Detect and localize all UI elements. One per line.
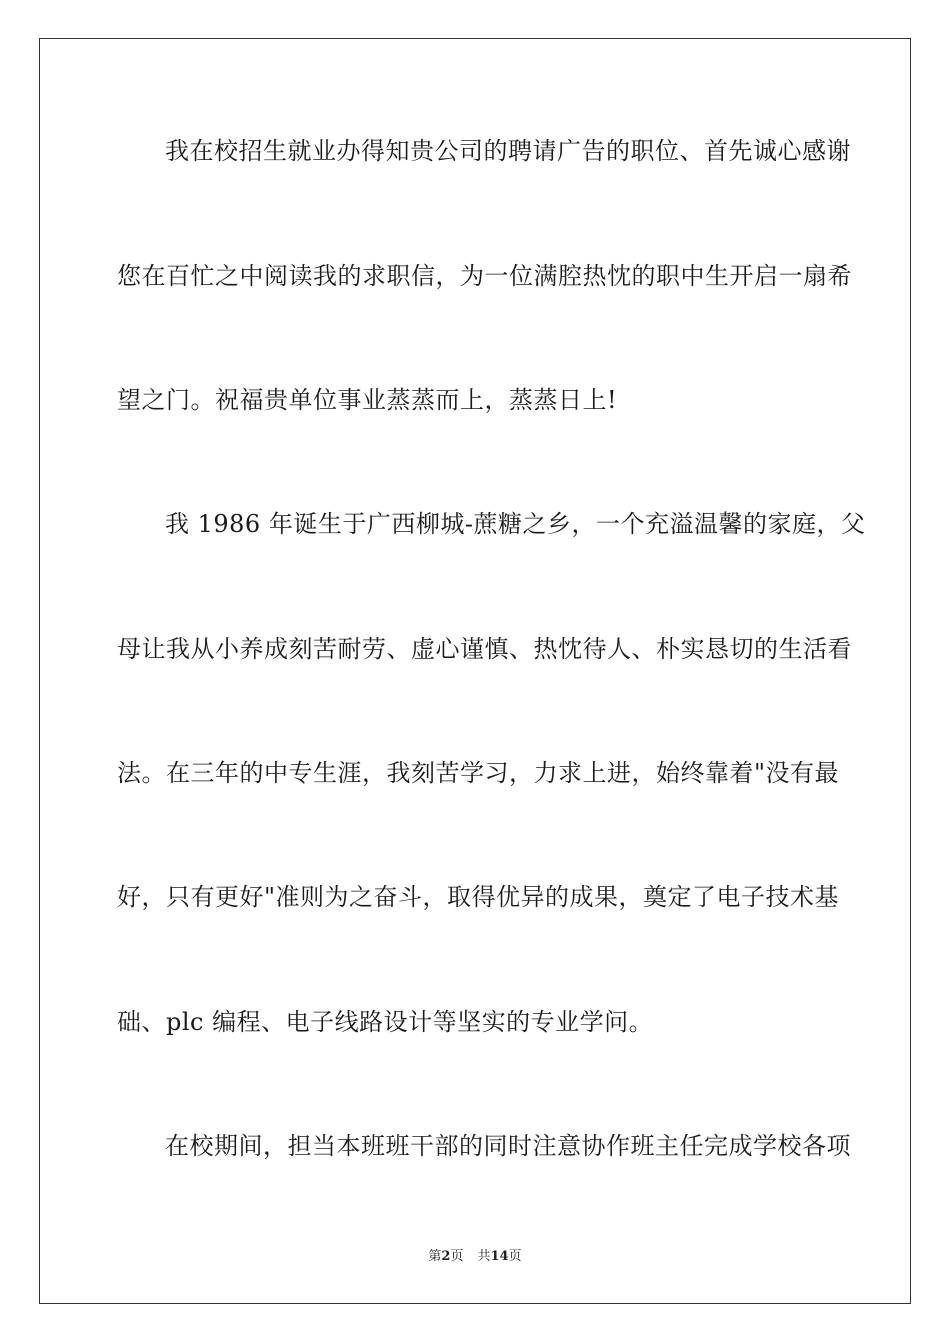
paragraph-3-line-1: 在校期间，担当本班班干部的同时注意协作班主任完成学校各项 xyxy=(165,1132,851,1160)
paragraph-1-line-2: 您在百忙之中阅读我的求职信，为一位满腔热忱的职中生开启一扇希 xyxy=(117,262,852,290)
paragraph-1-line-3: 望之门。祝福贵单位事业蒸蒸而上，蒸蒸日上! xyxy=(117,386,618,414)
page-border xyxy=(39,38,911,1304)
page-current: 2 xyxy=(441,1249,451,1264)
total-unit: 页 xyxy=(508,1249,522,1264)
paragraph-2-line-2: 母让我从小养成刻苦耐劳、虚心谨慎、热忱待人、朴实恳切的生活看 xyxy=(117,635,852,663)
page-total: 14 xyxy=(490,1249,509,1264)
paragraph-2-line-1: 我 1986 年诞生于广西柳城-蔗糖之乡，一个充溢温馨的家庭，父 xyxy=(165,510,866,538)
paragraph-2-line-5: 础、plc 编程、电子线路设计等坚实的专业学问。 xyxy=(117,1008,654,1036)
paragraph-2-line-4: 好，只有更好"准则为之奋斗，取得优异的成果，奠定了电子技术基 xyxy=(117,883,840,911)
paragraph-1-line-1: 我在校招生就业办得知贵公司的聘请广告的职位、首先诚心感谢 xyxy=(165,137,851,165)
page-prefix: 第 xyxy=(428,1249,442,1264)
page-footer xyxy=(0,1248,950,1266)
total-prefix: 共 xyxy=(477,1249,491,1264)
paragraph-2-line-3: 法。在三年的中专生涯，我刻苦学习，力求上进，始终靠着"没有最 xyxy=(117,759,840,787)
page-unit: 页 xyxy=(450,1249,464,1264)
